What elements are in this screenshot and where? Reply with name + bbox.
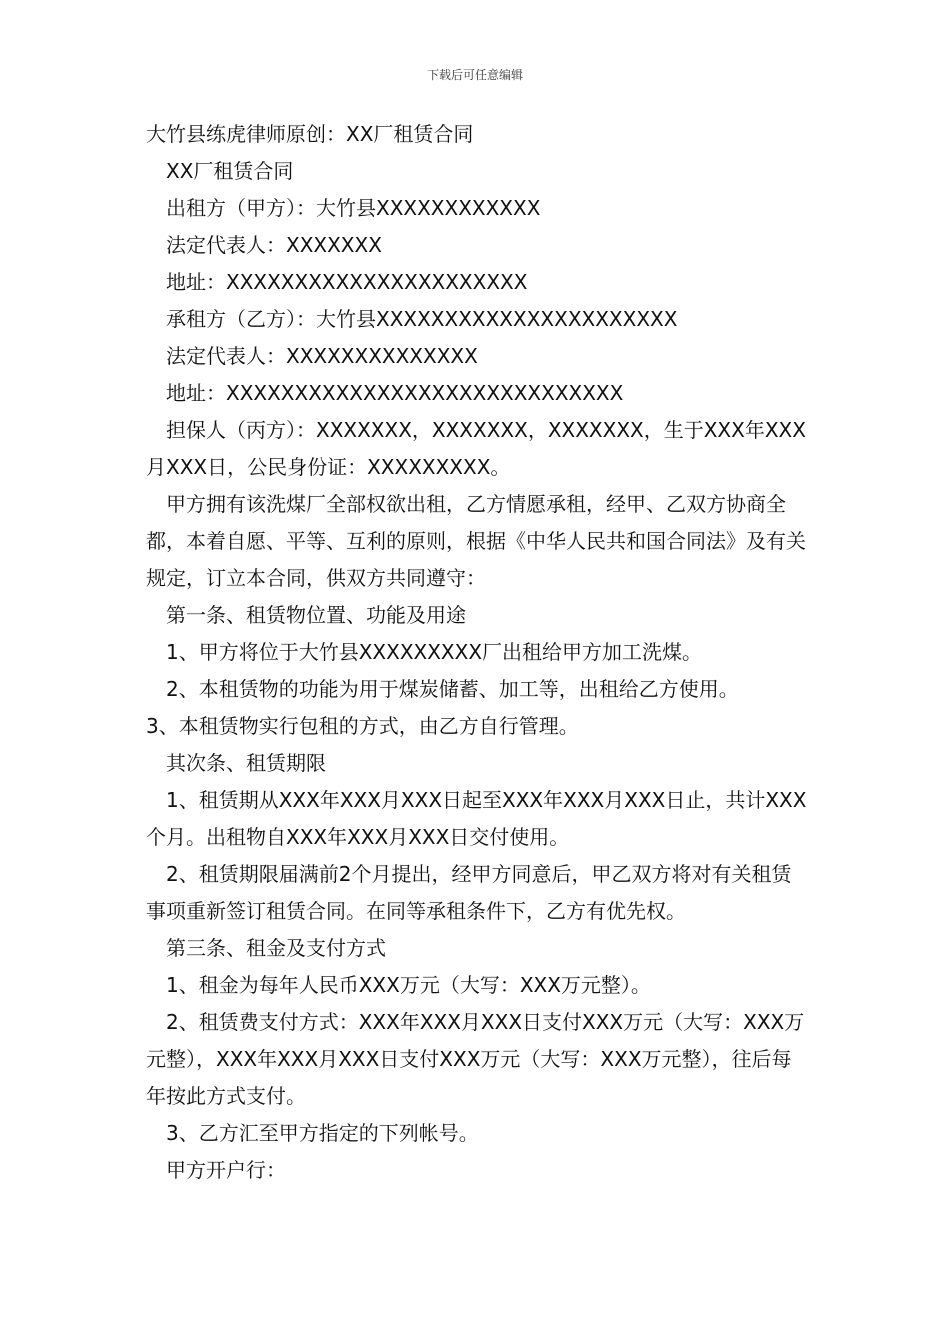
lessee-address: 地址：XXXXXXXXXXXXXXXXXXXXXXXXXXXXX bbox=[166, 381, 624, 405]
article-1-heading: 第一条、租赁物位置、功能及用途 bbox=[166, 603, 466, 627]
article-3-item-2: 2、租赁费支付方式：XXX年XXX月XXX日支付XXX万元（大写：XXX万元整），XXX年XXX月XXX日支付XXX万元（大写：XXX万元整），往后每年按此方式支付。 bbox=[146, 1010, 805, 1108]
lessee-representative: 法定代表人：XXXXXXXXXXXXXX bbox=[166, 344, 478, 368]
article-2-heading: 其次条、租赁期限 bbox=[166, 751, 326, 775]
preamble-paragraph: 甲方拥有该洗煤厂全部权欲出租，乙方情愿承租，经甲、乙双方协商全都，本着自愿、平等、互利的原则，根据《中华人民共和国合同法》及有关规定，订立本合同，供双方共同遵守： bbox=[146, 492, 806, 590]
article-3-item-1: 1、租金为每年人民币XXX万元（大写：XXX万元整）。 bbox=[166, 973, 651, 997]
article-2-item-1: 1、租赁期从XXX年XXX月XXX日起至XXX年XXX月XXX日止，共计XXX个月。出租物自XXX年XXX月XXX日交付使用。 bbox=[146, 788, 807, 849]
lessor-bank-line: 甲方开户行： bbox=[166, 1158, 286, 1182]
contract-body bbox=[146, 116, 810, 1189]
article-3-heading: 第三条、租金及支付方式 bbox=[166, 936, 386, 960]
article-1-item-2: 2、本租赁物的功能为用于煤炭储蓄、加工等，出租给乙方使用。 bbox=[166, 677, 739, 701]
lessor-line: 出租方（甲方）：大竹县XXXXXXXXXXXX bbox=[166, 196, 541, 220]
lessor-representative: 法定代表人：XXXXXXX bbox=[166, 233, 382, 257]
contract-title: XX厂租赁合同 bbox=[166, 159, 294, 183]
article-2-item-2: 2、租赁期限届满前2个月提出，经甲方同意后，甲乙双方将对有关租赁事项重新签订租赁合同。在同等承租条件下，乙方有优先权。 bbox=[146, 862, 792, 923]
article-3-item-3: 3、乙方汇至甲方指定的下列帐号。 bbox=[166, 1121, 479, 1145]
page-header: 下载后可任意编辑 bbox=[426, 68, 523, 82]
lessor-address: 地址：XXXXXXXXXXXXXXXXXXXXXX bbox=[166, 270, 528, 294]
article-1-item-3: 3、本租赁物实行包租的方式，由乙方自行管理。 bbox=[146, 714, 579, 738]
lessee-line: 承租方（乙方）：大竹县XXXXXXXXXXXXXXXXXXXXXX bbox=[166, 307, 678, 331]
article-1-item-1: 1、甲方将位于大竹县XXXXXXXXX厂出租给甲方加工洗煤。 bbox=[166, 640, 703, 664]
document-title-line: 大竹县练虎律师原创：XX厂租赁合同 bbox=[146, 122, 474, 146]
guarantor-paragraph: 担保人（丙方）：XXXXXXX，XXXXXXX，XXXXXXX，生于XXX年XXX月XXX日，公民身份证：XXXXXXXXX。 bbox=[146, 418, 806, 479]
